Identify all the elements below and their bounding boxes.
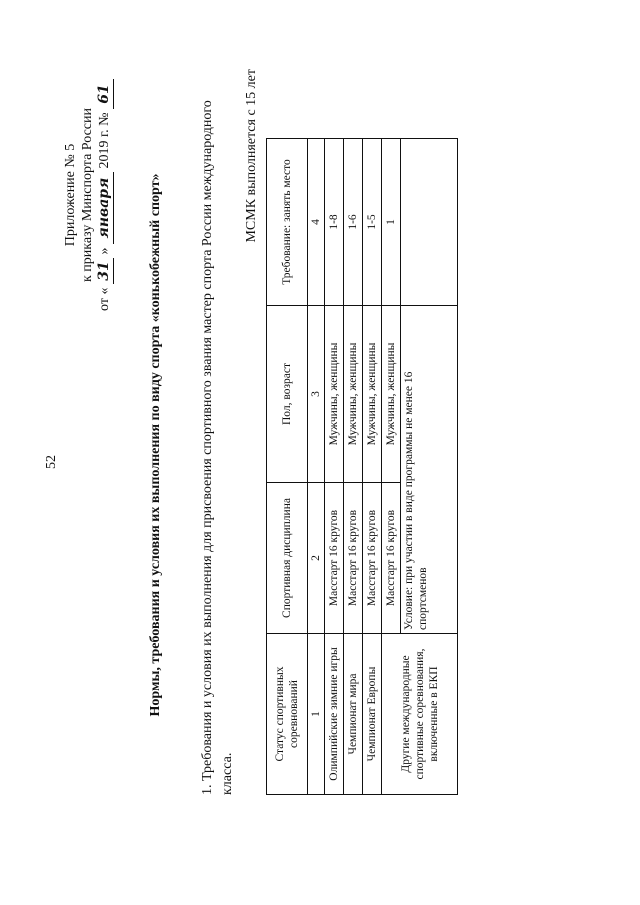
cell-status: Другие международные спортивные соревнования, включенные в ЕКП — [382, 634, 458, 795]
column-number: 2 — [308, 483, 325, 634]
table-header-row — [267, 139, 308, 795]
handwritten-month: января — [96, 172, 114, 244]
year-text: 2019 г. № — [97, 112, 112, 169]
header-discipline: Спортивная дисциплина — [267, 483, 308, 634]
appendix-header — [62, 45, 114, 345]
column-number: 4 — [308, 139, 325, 306]
appendix-order-ref: к приказу Минспорта России — [80, 108, 95, 282]
cell-discipline: Масстарт 16 кругов — [382, 483, 401, 634]
appendix-number: Приложение № 5 — [63, 143, 78, 247]
mcmk-age-note: МСМК выполняется с 15 лет — [244, 69, 259, 243]
cell-gender: Мужчины, женщины — [344, 306, 363, 483]
cell-discipline: Масстарт 16 кругов — [344, 483, 363, 634]
blank-cell — [401, 139, 458, 306]
cell-place: 1-5 — [363, 139, 382, 306]
date-separator: » — [97, 247, 112, 255]
condition-text: Условие: при участии в виде программы не менее 16 спортсменов — [401, 306, 458, 634]
cell-gender: Мужчины, женщины — [382, 306, 401, 483]
handwritten-day: 31 — [96, 258, 114, 284]
column-number: 1 — [308, 634, 325, 795]
table-row — [363, 139, 382, 795]
column-number: 3 — [308, 306, 325, 483]
cell-status: Чемпионат мира — [344, 634, 363, 795]
cell-discipline: Масстарт 16 кругов — [363, 483, 382, 634]
cell-place: 1-8 — [325, 139, 344, 306]
cell-status: Чемпионат Европы — [363, 634, 382, 795]
section-heading: 1. Требования и условия их выполнения для присвоения спортивного звания мастер спорта России международного класса. — [200, 100, 235, 795]
header-place: Требование: занять место — [267, 139, 308, 306]
header-status: Статус спортивных соревнований — [267, 634, 308, 795]
header-gender-age: Пол, возраст — [267, 306, 308, 483]
page-number: 52 — [44, 455, 59, 469]
document-title: Нормы, требования и условия их выполнения по виду спорта «конькобежный спорт» — [148, 173, 163, 717]
norms-table — [266, 138, 458, 795]
cell-gender: Мужчины, женщины — [325, 306, 344, 483]
column-number-row — [308, 139, 325, 795]
cell-gender: Мужчины, женщины — [363, 306, 382, 483]
cell-place: 1 — [382, 139, 401, 306]
date-prefix: от « — [97, 287, 112, 311]
table-row — [382, 139, 401, 795]
cell-discipline: Масстарт 16 кругов — [325, 483, 344, 634]
appendix-order-date — [96, 45, 114, 345]
cell-place: 1-6 — [344, 139, 363, 306]
table-row — [325, 139, 344, 795]
table-row — [344, 139, 363, 795]
cell-status: Олимпийские зимние игры — [325, 634, 344, 795]
handwritten-order-number: 61 — [96, 79, 114, 109]
